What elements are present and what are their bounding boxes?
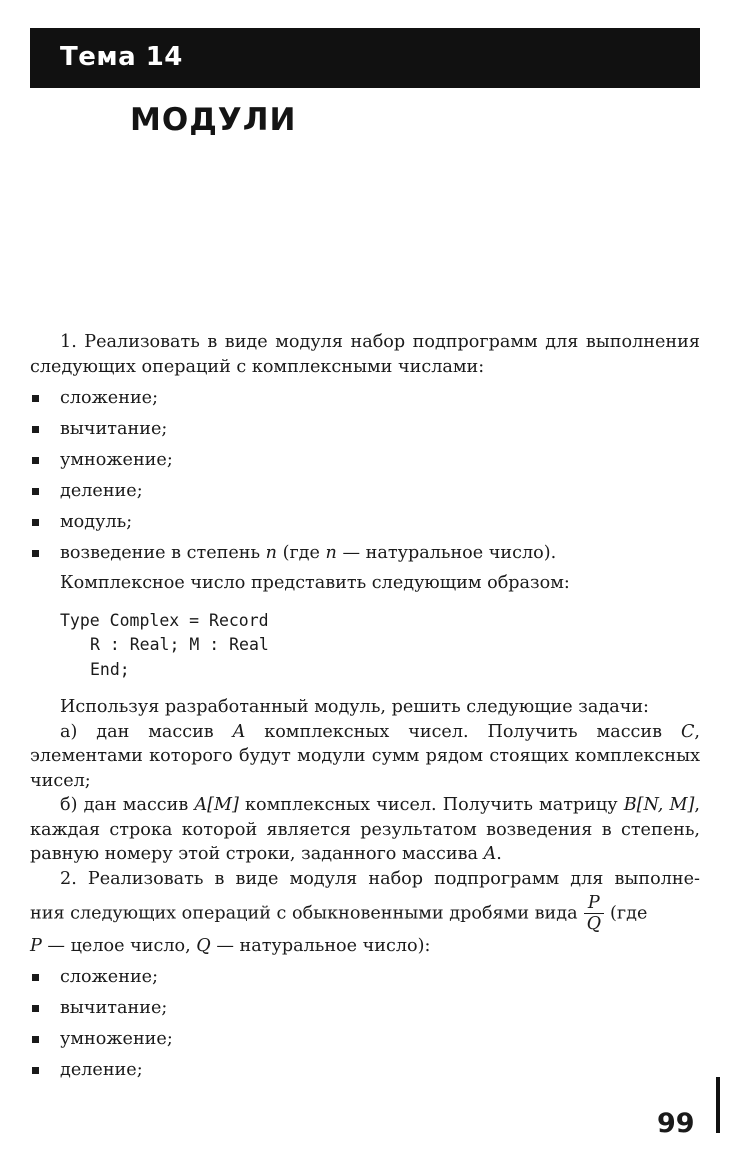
task2-intro-line1: 2. Реализовать в виде модуля набор подпрограмм для выполне-: [60, 868, 700, 889]
code-line: End;: [90, 659, 130, 679]
task1-operations-list: [30, 386, 700, 566]
bullet-icon: [32, 1005, 39, 1012]
topic-label: Тема 14: [60, 42, 183, 72]
list-item: деление;: [30, 479, 700, 504]
bullet-icon: [32, 1036, 39, 1043]
bullet-icon: [32, 1067, 39, 1074]
task1-subtask-b: б) дан массив A[M] комплексных чисел. Получить матрицу B[N, M], каждая строка которой является результатом возведения в степень, равную номеру этой строки, заданного массива A.: [30, 795, 700, 864]
task1-subtask-a: а) дан массив A комплексных чисел. Получить массив C, элементами которого будут модули сумм рядом стоящих комплексных чисел;: [30, 721, 700, 791]
list-item: возведение в степень n (где n — натуральное число).: [30, 541, 700, 566]
complex-representation-text: Комплексное число представить следующим образом:: [60, 573, 570, 593]
chapter-title: МОДУЛИ: [130, 102, 297, 138]
bullet-icon: [32, 974, 39, 981]
task2-intro-line2: ния следующих операций с обыкновенными дробями вида $\frac{P}{Q}$ (где P — целое число, Q — натуральное число):: [30, 893, 648, 956]
code-block: [60, 609, 700, 683]
bullet-icon: [32, 426, 39, 433]
task1-using-text: Используя разработанный модуль, решить следующие задачи:: [60, 697, 649, 717]
bullet-icon: [32, 488, 39, 495]
list-item: деление;: [30, 1058, 700, 1083]
code-line: Type Complex = Record: [60, 610, 269, 630]
bullet-icon: [32, 395, 39, 402]
bullet-icon: [32, 457, 39, 464]
task2-operations-list: [30, 965, 700, 1083]
page-edge-rule: [716, 1077, 720, 1133]
page-number: 99: [657, 1108, 695, 1139]
page-body: [30, 330, 700, 1083]
bullet-icon: [32, 519, 39, 526]
topic-header-bar: [30, 28, 700, 88]
fraction-p-over-q: $\frac{P}{Q}$: [584, 893, 604, 934]
list-item: умножение;: [30, 1027, 700, 1052]
list-item: модуль;: [30, 510, 700, 535]
list-item: сложение;: [30, 965, 700, 990]
bullet-icon: [32, 550, 39, 557]
task1-intro: 1. Реализовать в виде модуля набор подпрограмм для выполнения следующих операций с комплексными числами:: [30, 332, 700, 377]
code-line: R : Real; M : Real: [90, 635, 269, 654]
list-item: вычитание;: [30, 417, 700, 442]
list-item: умножение;: [30, 448, 700, 473]
list-item: сложение;: [30, 386, 700, 411]
list-item: вычитание;: [30, 996, 700, 1021]
